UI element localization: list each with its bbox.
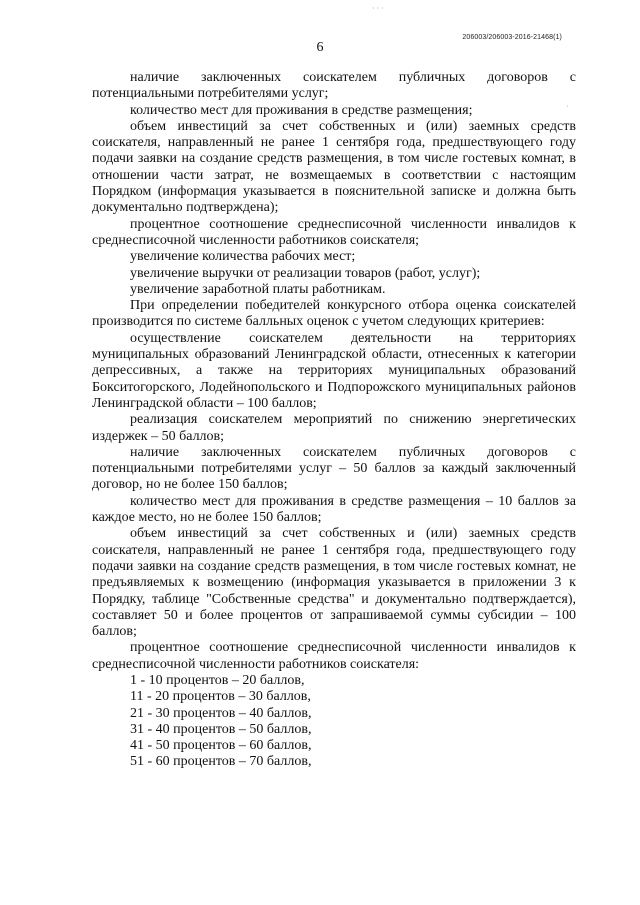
scoring-intro-paragraph: При определении победителей конкурсного отбора оценка соискателей производится по системе балльных оценок с учетом следующих критериев: bbox=[92, 298, 576, 330]
criterion-paragraph: увеличение заработной платы работникам. bbox=[130, 281, 386, 297]
criterion-paragraph: объем инвестиций за счет собственных и (или) заемных средств соискателя, направленный не ранее 1 сентября года, предшествующего году подачи заявки на создание средств размещения, в том числе гостевых комнат, в отношении части затрат, не возмещаемых в соответствии с настоящим Порядком (информация указывается в пояснительной записке и должна быть документально подтверждена); bbox=[92, 118, 576, 216]
document-body bbox=[92, 70, 576, 771]
score-range-item: 41 - 50 процентов – 60 баллов, bbox=[130, 738, 312, 754]
criterion-paragraph: количество мест для проживания в средстве размещения; bbox=[130, 102, 473, 118]
scoring-criterion: процентное соотношение среднесписочной численности инвалидов к среднесписочной численности работников соискателя: bbox=[92, 640, 576, 672]
score-range-item: 31 - 40 процентов – 50 баллов, bbox=[130, 721, 312, 737]
criterion-paragraph: наличие заключенных соискателем публичных договоров с потенциальными потребителями услуг; bbox=[92, 70, 576, 102]
document-id: 206003/206003-2016-21468(1) bbox=[462, 34, 562, 41]
score-range-item: 1 - 10 процентов – 20 баллов, bbox=[130, 672, 305, 688]
scan-artifact: · bbox=[566, 102, 569, 111]
page-number: 6 bbox=[316, 40, 324, 55]
scoring-criterion: реализация соискателем мероприятий по снижению энергетических издержек – 50 баллов; bbox=[92, 412, 576, 444]
scoring-criterion: осуществление соискателем деятельности на территориях муниципальных образований Ленинградской области, отнесенных к категории депрессивных, а также на территориях муниципальных образований Бокситогорского, Лодейнопольского и Подпорожского муниципальных районов Ленинградской области – 100 баллов; bbox=[92, 330, 576, 411]
scan-artifact: · · · bbox=[372, 4, 384, 13]
score-range-item: 21 - 30 процентов – 40 баллов, bbox=[130, 705, 312, 721]
criterion-paragraph: процентное соотношение среднесписочной численности инвалидов к среднесписочной численности работников соискателя; bbox=[92, 216, 576, 248]
criterion-paragraph: увеличение выручки от реализации товаров (работ, услуг); bbox=[130, 265, 481, 281]
scoring-criterion: количество мест для проживания в средстве размещения – 10 баллов за каждое место, но не более 150 баллов; bbox=[92, 493, 576, 526]
scoring-criterion: объем инвестиций за счет собственных и (или) заемных средств соискателя, направленный не ранее 1 сентября года, предшествующего году подачи заявки на создание средств размещения, в том числе гостевых комнат, не предъявляемых к возмещению (информация указывается в приложении 3 к Порядку, таблице "Собственные средства" и документально подтверждается), составляет 50 и более процентов от запрашиваемой суммы субсидии – 100 баллов; bbox=[92, 526, 576, 640]
scoring-criterion: наличие заключенных соискателем публичных договоров с потенциальными потребителями услуг – 50 баллов за каждый заключенный договор, но не более 150 баллов; bbox=[92, 444, 576, 493]
score-range-item: 51 - 60 процентов – 70 баллов, bbox=[130, 754, 312, 770]
criterion-paragraph: увеличение количества рабочих мест; bbox=[130, 249, 356, 265]
score-range-item: 11 - 20 процентов – 30 баллов, bbox=[130, 689, 311, 705]
